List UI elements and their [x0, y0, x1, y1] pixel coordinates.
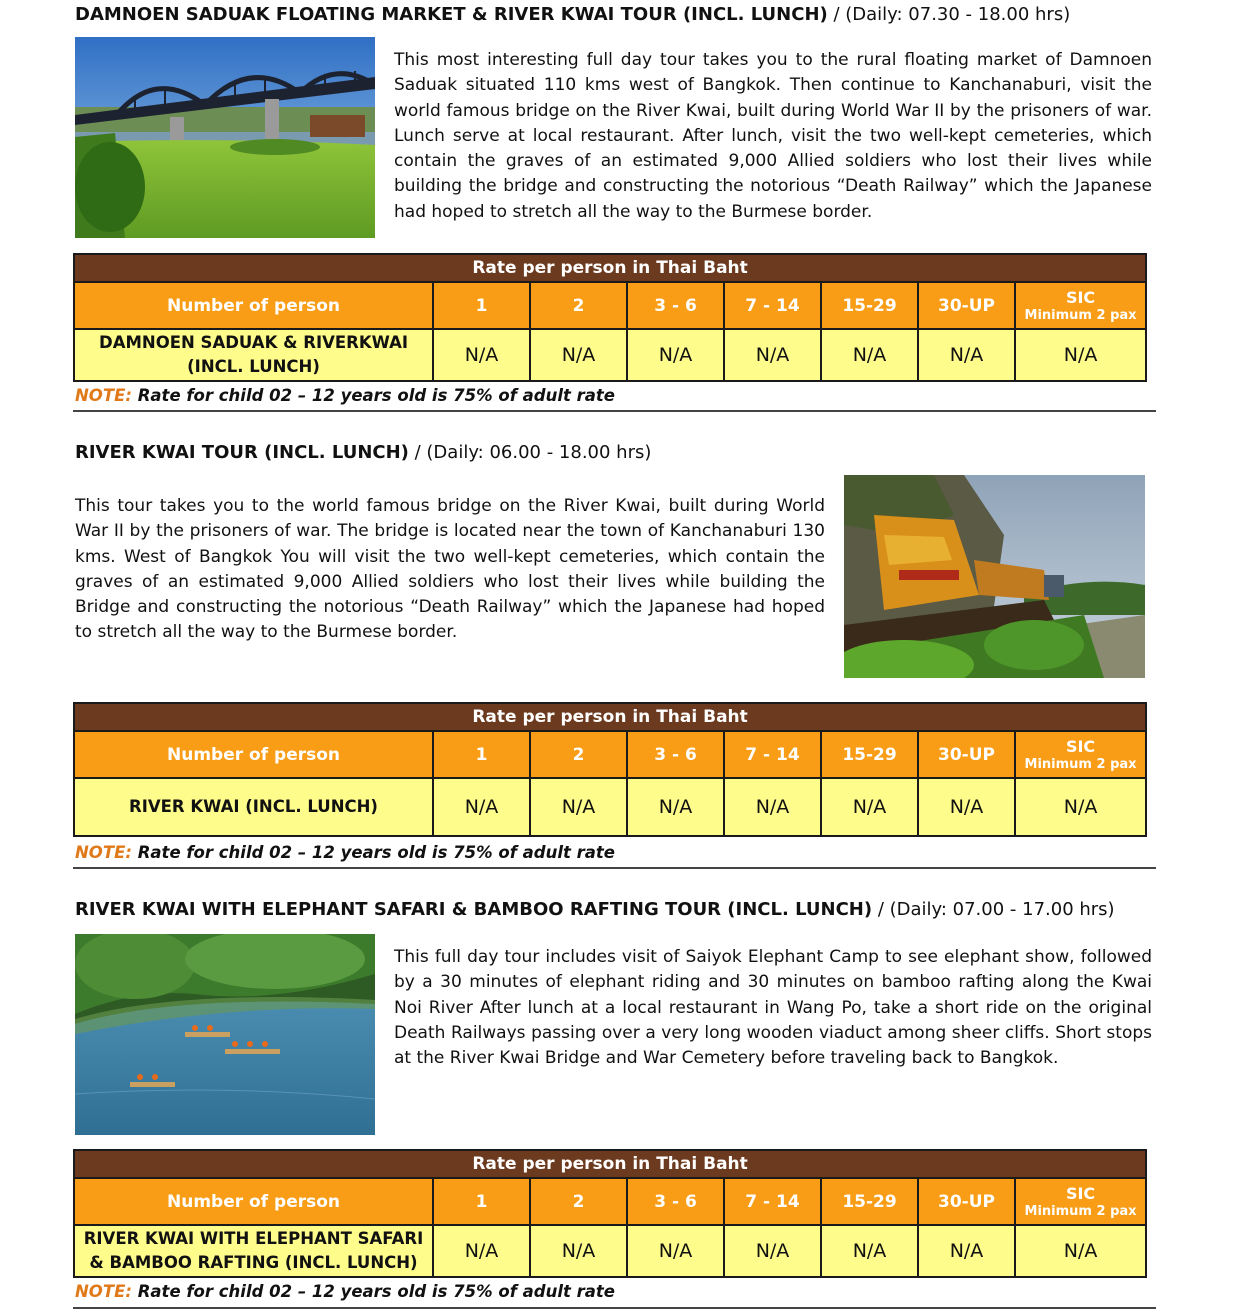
bridge-photo [75, 37, 375, 238]
tour-schedule: / (Daily: 07.30 - 18.00 hrs) [827, 4, 1071, 25]
col-number-of-person: Number of person [74, 731, 433, 778]
tour-title [75, 442, 651, 463]
sic-min: Minimum 2 pax [1024, 1203, 1137, 1219]
tour-title [75, 899, 1115, 920]
col-7-14: 7 - 14 [724, 731, 821, 778]
tour-title [75, 4, 1070, 25]
col-7-14: 7 - 14 [724, 282, 821, 329]
train-photo [844, 475, 1145, 678]
sic-min: Minimum 2 pax [1024, 756, 1137, 772]
col-2: 2 [530, 282, 627, 329]
col-number-of-person: Number of person [74, 282, 433, 329]
rate-cell: N/A [433, 778, 530, 836]
rate-cell: N/A [433, 1225, 530, 1277]
rate-cell: N/A [724, 1225, 821, 1277]
rate-cell: N/A [1015, 329, 1146, 381]
note-text: Rate for child 02 – 12 years old is 75% of adult rate [137, 843, 615, 862]
col-1: 1 [433, 731, 530, 778]
tour-description: This most interesting full day tour takes you to the rural floating market of Damnoen Saduak situated 110 kms west of Bangkok. Then continue to Kanchanaburi, visit the world famous bridge on the River Kwai, built during World War II by the prisoners of war. Lunch serve at local restaurant. After lunch, visit the two well-kept cemeteries, which contain the graves of an estimated 9,000 Allied soldiers who lost their lives while building the bridge and constructing the notorious “Death Railway” which the Japanese had hoped to stretch all the way to the Burmese border. [394, 50, 1152, 222]
note-label: NOTE: [75, 1282, 132, 1301]
col-2: 2 [530, 1178, 627, 1225]
row-name: RIVER KWAI WITH ELEPHANT SAFARI & BAMBOO RAFTING (INCL. LUNCH) [74, 1225, 433, 1277]
rate-table [73, 1149, 1147, 1278]
table-header: Rate per person in Thai Baht [74, 703, 1146, 731]
tour-description: This tour takes you to the world famous bridge on the River Kwai, built during World War II by the prisoners of war. The bridge is located near the town of Kanchanaburi 130 kms. West of Bangkok You will visit the two well-kept cemeteries, which contain the graves of an estimated 9,000 Allied soldiers who lost their lives while building the Bridge and constructing the notorious “Death Railway” which the Japanese had hoped to stretch all the way to the Burmese border. [75, 496, 825, 643]
section-divider [73, 867, 1156, 869]
sic-label: SIC [1065, 1183, 1096, 1203]
note-label: NOTE: [75, 386, 132, 405]
note-label: NOTE: [75, 843, 132, 862]
rate-cell: N/A [627, 1225, 724, 1277]
col-3-6: 3 - 6 [627, 1178, 724, 1225]
sic-label: SIC [1065, 736, 1096, 756]
rate-table [73, 253, 1147, 382]
note-text: Rate for child 02 – 12 years old is 75% of adult rate [137, 386, 615, 405]
tour-schedule: / (Daily: 06.00 - 18.00 hrs) [408, 442, 652, 463]
rate-cell: N/A [530, 1225, 627, 1277]
rate-cell: N/A [530, 778, 627, 836]
rate-cell: N/A [724, 778, 821, 836]
rate-cell: N/A [821, 1225, 918, 1277]
note-text: Rate for child 02 – 12 years old is 75% of adult rate [137, 1282, 615, 1301]
rate-cell: N/A [724, 329, 821, 381]
section-divider [73, 1307, 1156, 1309]
col-30-up: 30-UP [918, 731, 1015, 778]
child-rate-note [75, 1282, 615, 1301]
rate-cell: N/A [1015, 1225, 1146, 1277]
table-header: Rate per person in Thai Baht [74, 1150, 1146, 1178]
col-15-29: 15-29 [821, 731, 918, 778]
col-7-14: 7 - 14 [724, 1178, 821, 1225]
tour-name: RIVER KWAI TOUR (INCL. LUNCH) [75, 442, 409, 463]
col-3-6: 3 - 6 [627, 731, 724, 778]
row-name: RIVER KWAI (INCL. LUNCH) [74, 778, 433, 836]
child-rate-note [75, 843, 615, 862]
col-30-up: 30-UP [918, 1178, 1015, 1225]
table-header: Rate per person in Thai Baht [74, 254, 1146, 282]
col-2: 2 [530, 731, 627, 778]
col-sic [1015, 1178, 1146, 1225]
col-3-6: 3 - 6 [627, 282, 724, 329]
rate-table [73, 702, 1147, 837]
col-sic [1015, 731, 1146, 778]
rate-cell: N/A [821, 778, 918, 836]
section-divider [73, 410, 1156, 412]
rafting-photo [75, 934, 375, 1135]
child-rate-note [75, 386, 615, 405]
col-15-29: 15-29 [821, 1178, 918, 1225]
col-15-29: 15-29 [821, 282, 918, 329]
rate-cell: N/A [1015, 778, 1146, 836]
col-number-of-person: Number of person [74, 1178, 433, 1225]
rate-cell: N/A [918, 1225, 1015, 1277]
rate-cell: N/A [918, 329, 1015, 381]
rate-cell: N/A [433, 329, 530, 381]
col-1: 1 [433, 282, 530, 329]
tour-description: This full day tour includes visit of Saiyok Elephant Camp to see elephant show, followed by a 30 minutes of elephant riding and 30 minutes on bamboo rafting along the Kwai Noi River After lunch at a local restaurant in Wang Po, take a short ride on the original Death Railways passing over a very long wooden viaduct among sheer cliffs. Short stops at the River Kwai Bridge and War Cemetery before traveling back to Bangkok. [394, 947, 1152, 1069]
rate-cell: N/A [627, 329, 724, 381]
col-sic [1015, 282, 1146, 329]
tour-name: RIVER KWAI WITH ELEPHANT SAFARI & BAMBOO RAFTING TOUR (INCL. LUNCH) [75, 899, 873, 920]
rate-cell: N/A [918, 778, 1015, 836]
col-1: 1 [433, 1178, 530, 1225]
sic-min: Minimum 2 pax [1024, 307, 1137, 323]
tour-schedule: / (Daily: 07.00 - 17.00 hrs) [872, 899, 1115, 920]
row-name: DAMNOEN SADUAK & RIVERKWAI (INCL. LUNCH) [74, 329, 433, 381]
tour-name: DAMNOEN SADUAK FLOATING MARKET & RIVER KWAI TOUR (INCL. LUNCH) [75, 4, 828, 25]
rate-cell: N/A [821, 329, 918, 381]
rate-cell: N/A [530, 329, 627, 381]
col-30-up: 30-UP [918, 282, 1015, 329]
sic-label: SIC [1065, 287, 1096, 307]
rate-cell: N/A [627, 778, 724, 836]
